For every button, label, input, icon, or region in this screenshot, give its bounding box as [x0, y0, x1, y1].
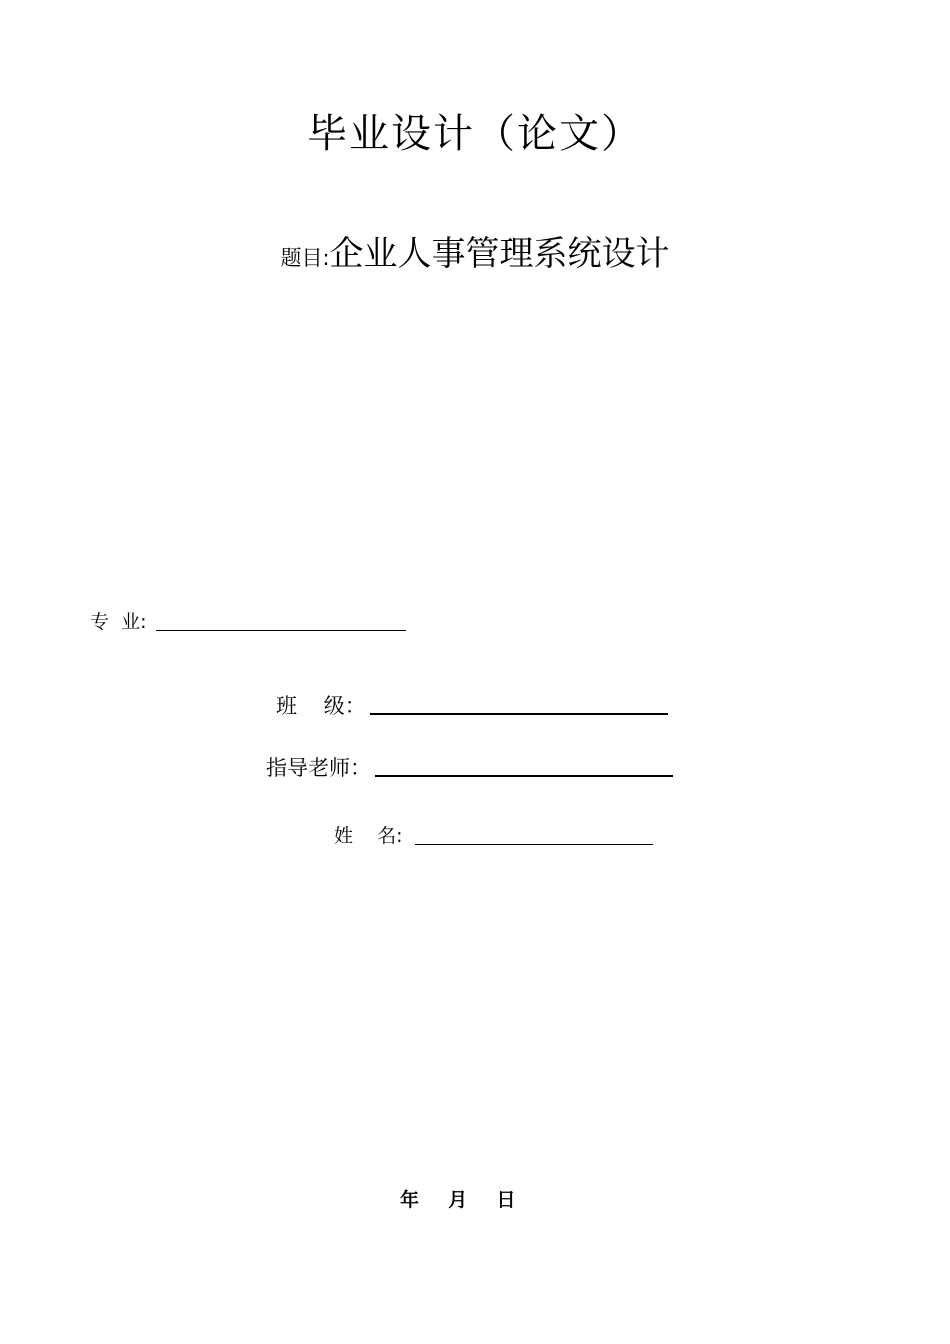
subject-label: 题目: [280, 246, 330, 270]
major-field [90, 608, 406, 636]
major-label: 专 业: [90, 611, 147, 633]
name-label: 姓 名: [334, 825, 403, 847]
advisor-field [266, 754, 673, 782]
name-blank-line [415, 843, 653, 845]
advisor-blank-line [375, 774, 673, 777]
major-blank-line [156, 629, 406, 631]
date-month: 月 [448, 1189, 468, 1211]
date-day: 日 [496, 1189, 516, 1211]
name-field [334, 822, 653, 850]
subject-value: 企业人事管理系统设计 [329, 234, 670, 274]
date-year: 年 [400, 1189, 420, 1211]
date-row [400, 1186, 516, 1214]
advisor-label: 指导老师： [266, 756, 371, 780]
document-title: 毕业设计（论文） [307, 111, 643, 157]
class-field [276, 692, 668, 720]
class-blank-line [370, 712, 668, 715]
subject-row [0, 230, 950, 284]
class-label: 班 级： [276, 694, 366, 718]
